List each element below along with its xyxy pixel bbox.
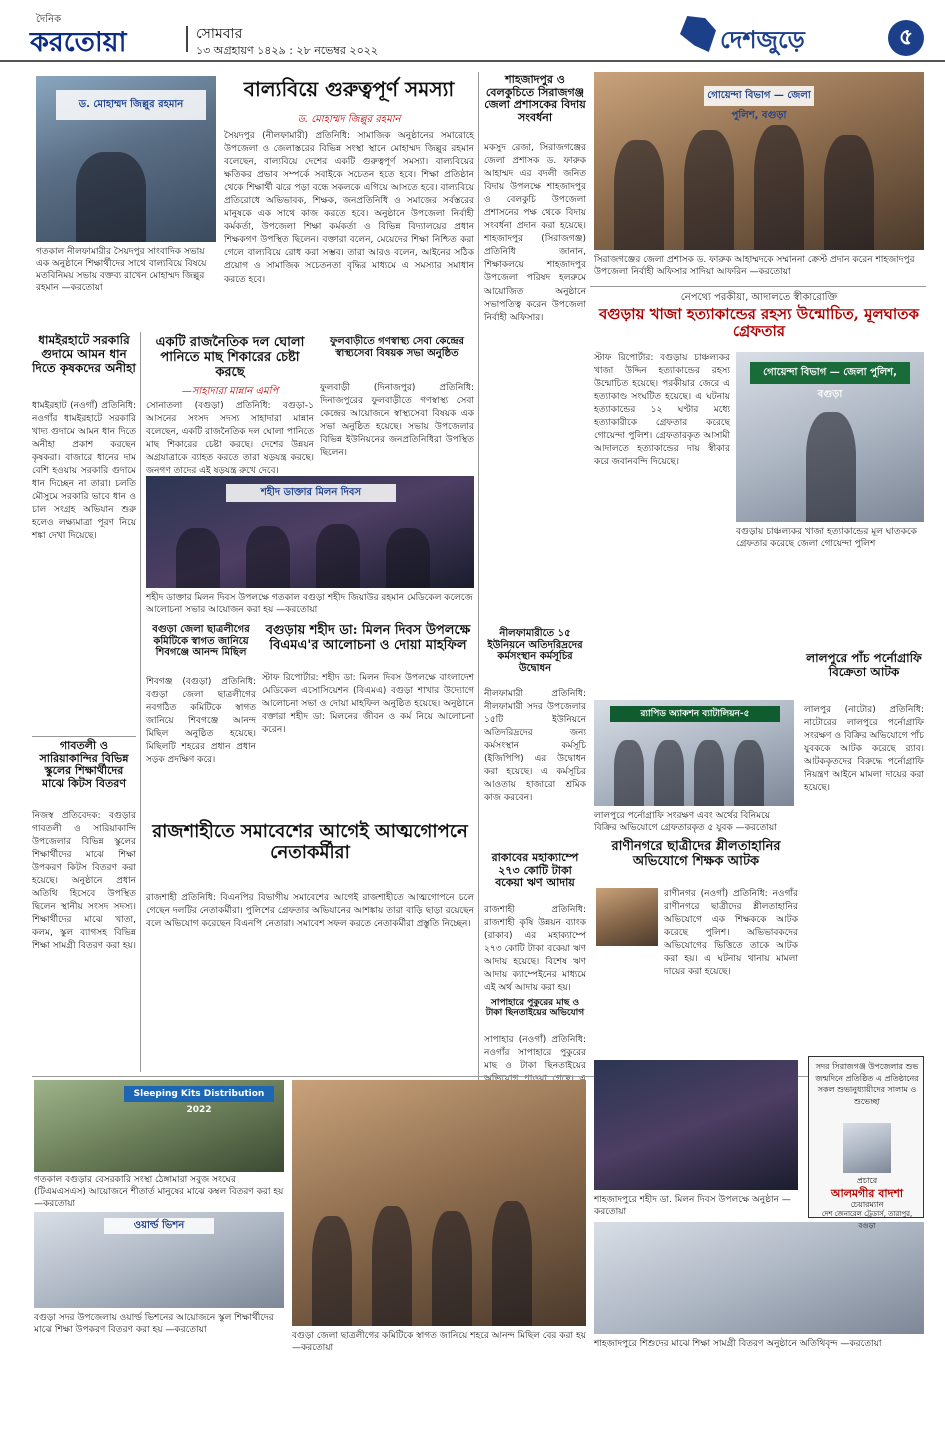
lead-photo xyxy=(36,76,216,242)
blanket-photo-banner: Sleeping Kits Distribution 2022 xyxy=(124,1086,274,1102)
lead-headline: বাল্যবিয়ে গুরুত্বপূর্ণ সমস্যা xyxy=(243,77,455,101)
pornography-headline: লালপুরে পাঁচ পর্নোগ্রাফি বিক্রেতা আটক xyxy=(806,651,922,679)
marcher-figure xyxy=(492,1201,532,1326)
farewell-caption: সিরাজগঞ্জের জেলা প্রশাসক ড. ফারুক আহাম্মদকে সম্মাননা ক্রেস্ট প্রদান করেন শাহজাদপুর উপজেলা নির্বাহী অফিসার সাদিয়া আফরিন —করতোয়া xyxy=(594,255,915,278)
person-figure xyxy=(684,130,734,250)
bma-headline: বগুড়ায় শহীদ ডা: মিলন দিবস উপলক্ষে বিএমএ'র আলোচনা ও দোয়া মাহফিল xyxy=(265,623,471,653)
ad-title: চেয়ারম্যান xyxy=(850,1200,884,1209)
fish-theft-headline: সাপাহারে পুকুরের মাছ ও টাকা ছিনতাইয়ের অভিযোগ xyxy=(485,998,585,1019)
procession-photo xyxy=(292,1080,586,1326)
rajshahi-headline: রাজশাহীতে সমাবেশের আগেই আত্মগোপনে নেতাকর্মীরা xyxy=(152,821,468,863)
politics-byline: —সাহাদারা মান্নান এমপি xyxy=(181,386,279,397)
panelist-figure xyxy=(246,526,290,588)
person-figure xyxy=(754,125,804,250)
paddy-headline: ধামইরহাটে সরকারি গুদামে আমন ধান দিতে কৃষকদের অনীহা xyxy=(32,333,136,375)
marcher-figure xyxy=(312,1216,352,1326)
kits-body: নিজস্ব প্রতিবেদক: বগুড়ার গাবতলী ও সারিয়াকান্দি উপজেলার বিভিন্ন স্কুলের শিক্ষার্থীদের মাঝে শিক্ষা উপকরণ কিটস বিতরণ করা হয়েছে। অনুষ্ঠানে প্রধান অতিথি হিসেবে উপস্থিত ছিলেন স্থানীয় সংসদ সদস্য। শিক্ষার্থীদের মাঝে খাতা, কলম, স্কুল ব্যাগসহ বিভিন্ন শিক্ষা সামগ্রী বিতরণ করা হয়। xyxy=(32,811,136,952)
accused-figure xyxy=(614,740,644,806)
ad-message: সদর সিরাজগঞ্জ উপজেলার শুভ জন্মদিনে প্রতিষ্ঠিত এ প্রতিষ্ঠানের সকল শুভানুধ্যায়ীদের সালাম ও শুভেচ্ছা xyxy=(815,1062,919,1106)
pornography-body: লালপুর (নাটোর) প্রতিনিধি: নাটোরের লালপুরে পর্নোগ্রাফি সংরক্ষণ ও বিক্রির অভিযোগে পাঁচ যুবককে আটক করেছে র‍্যাব। আটককৃতদের বিরুদ্ধে পর্নোগ্রাফি নিয়ন্ত্রণ আইনে মামলা দায়ের করা হয়েছে। xyxy=(804,705,924,794)
logo-small-text: দৈনিক xyxy=(36,14,62,25)
children-photo xyxy=(594,1222,924,1334)
column-rule xyxy=(140,332,141,1072)
raninagar-headline: রাণীনগরে ছাত্রীদের শ্লীলতাহানির অভিযোগে শিক্ষক আটক xyxy=(611,839,781,869)
murder-kicker: নেপথ্যে পরকীয়া, আদালতে স্বীকারোক্তি xyxy=(680,292,838,303)
blanket-caption: গতকাল বগুড়ার বেসরকারি সংস্থা ঠেঙ্গামারা সবুজ সংঘের (টিএমএসএস) আয়োজনে শীতার্ত মানুষের মাঝে কম্বল বিতরণ করা হয় —করতোয়া xyxy=(34,1175,284,1210)
top-mid-headline: শাহজাদপুর ও বেলকুচিতে সিরাজগঞ্জ জেলা প্রশাসকের বিদায় সংবর্ধনা xyxy=(484,73,586,124)
bangladesh-map-icon xyxy=(680,16,716,52)
bma-body: স্টাফ রিপোর্টার: শহীদ ডা: মিলন দিবস উপলক্ষে বাংলাদেশ মেডিকেল এসোসিয়েশন (বিএমএ) বগুড়া শাখার উদ্যোগে আলোচনা সভা ও দোয়া মাহফিল অনুষ্ঠিত হয়েছে। অনুষ্ঠানে বক্তারা শহীদ ডা: মিলনের জীবন ও কর্ম নিয়ে আলোচনা করেন। xyxy=(262,673,474,736)
accused-figure xyxy=(654,740,684,806)
health-body: ফুলবাড়ী (দিনাজপুর) প্রতিনিধি: দিনাজপুরের ফুলবাড়ীতে গণস্বাস্থ্য সেবা কেন্দ্রের আয়োজনে স্বাস্থ্যসেবা বিষয়ক এক সভা অনুষ্ঠিত হয়েছে। সভায় উপজেলার বিভিন্ন ইউনিয়নের জনপ্রতিনিধিরা উপস্থিত ছিলেন। xyxy=(320,383,474,459)
accused-figure xyxy=(806,412,856,522)
section-title: দেশজুড়ে xyxy=(720,26,805,54)
rab-photo-banner: র‍্যাপিড অ্যাকশন ব্যাটালিয়ন-৫ xyxy=(610,706,780,722)
murder-headline: বগুড়ায় খাজা হত্যাকান্ডের রহস্য উন্মোচিত, মূলঘাতক গ্রেফতার xyxy=(598,305,920,341)
masthead-date: ১৩ অগ্রহায়ণ ১৪২৯ : ২৮ নভেম্বর ২০২২ xyxy=(196,44,379,57)
lead-byline: ড. মোহাম্মদ জিল্লুর রহমান xyxy=(297,114,401,125)
ad-name: আলমগীর বাদশা xyxy=(830,1187,904,1200)
kits-headline: গাবতলী ও সারিয়াকান্দির বিভিন্ন স্কুলের শিক্ষার্থীদের মাঝে কিটস বিতরণ xyxy=(39,739,129,790)
speaker-figure xyxy=(76,152,146,242)
farewell-photo-banner: গোয়েন্দা বিভাগ — জেলা পুলিশ, বগুড়া xyxy=(704,86,814,106)
ad-address: দেশ জেনারেল ট্রেডার্স, তারাপুর, বগুড়া xyxy=(821,1210,913,1230)
person-figure xyxy=(824,135,874,250)
event-photo xyxy=(594,1060,798,1190)
chhatraleague-body: শিবগঞ্জ (বগুড়া) প্রতিনিধি: বগুড়া জেলা ছাত্রলীগের নবগঠিত কমিটিকে স্বাগত জানিয়ে শিবগঞ্জে আনন্দ মিছিল অনুষ্ঠিত হয়েছে। মিছিলটি শহরের প্রধান প্রধান সড়ক প্রদক্ষিণ করে। xyxy=(146,677,256,766)
masthead-day: সোমবার xyxy=(196,26,243,42)
politics-body: সোনাতলা (বগুড়া) প্রতিনিধি: বগুড়া-১ আসনের সংসদ সদস্য সাহাদারা মান্নান বলেছেন, একটি রাজনৈতিক দল ঘোলা পানিতে মাছ শিকারের চেষ্টা করছে। দেশের উন্নয়ন অগ্রযাত্রাকে ব্যাহত করতে তারা ষড়যন্ত্র করছে। জনগণ তাদের এই ষড়যন্ত্র রুখে দেবে। xyxy=(146,401,314,477)
teacher-photo xyxy=(596,888,658,946)
chhatraleague-headline: বগুড়া জেলা ছাত্রলীগের কমিটিকে স্বাগত জানিয়ে শিবগঞ্জে আনন্দ মিছিল xyxy=(152,624,250,658)
masthead xyxy=(0,0,945,62)
fish-theft-body: সাপাহার (নওগাঁ) প্রতিনিধি: নওগাঁর সাপাহারে পুকুরের মাছ ও টাকা ছিনতাইয়ের xyxy=(484,1035,586,1072)
ad-portrait xyxy=(843,1123,891,1173)
procession-caption: বগুড়া জেলা ছাত্রলীগের কমিটিকে স্বাগত জানিয়ে শহরে আনন্দ মিছিল বের করা হয় —করতোয়া xyxy=(292,1331,586,1354)
rab-caption: লালপুরে পর্নোগ্রাফি সংরক্ষণ এবং অর্থের বিনিময়ে বিক্রির অভিযোগে গ্রেফতারকৃত ৫ যুবক —করতোয়া xyxy=(594,811,777,834)
rakab-headline: রাকাবের মহাক্যাম্পে ২৭৩ কোটি টাকা বকেয়া ঋণ আদায় xyxy=(491,851,579,890)
seminar-photo-banner: শহীদ ডাক্তার মিলন দিবস xyxy=(226,484,396,502)
column-rule xyxy=(478,72,479,1082)
section-rule xyxy=(32,736,136,737)
police-photo-banner: গোয়েন্দা বিভাগ — জেলা পুলিশ, বগুড়া xyxy=(750,362,910,384)
accused-figure xyxy=(694,740,724,806)
nilphamari-body: নীলফামারী প্রতিনিধি: নীলফামারী সদর উপজেলার ১৫টি ইউনিয়নে অতিদরিদ্রদের জন্য কর্মসংস্থান কর্মসূচি (ইজিপিপি) এর উদ্বোধন করা হয়েছে। এ কর্মসূচির আওতায় হাজারো শ্রমিক কাজ করবেন। xyxy=(484,689,586,804)
nilphamari-headline: নীলফামারীতে ১৫ ইউনিয়নে অতিদরিদ্রদের কর্মসংস্থান কর্মসূচির উদ্বোধন xyxy=(487,628,583,674)
blanket-photo xyxy=(34,1080,284,1172)
rakab-body: রাজশাহী প্রতিনিধি: রাজশাহী কৃষি উন্নয়ন ব্যাংক (রাকাব) এর মহাক্যাম্পে ২৭৩ কোটি টাকা বকেয়া ঋণ আদায় হয়েছে। বিশেষ ঋণ আদায় ক্যাম্পেইনের মাধ্যমে এই অর্থ আদায় করা হয়। xyxy=(484,905,586,994)
police-photo xyxy=(736,352,924,522)
greeting-advertisement xyxy=(808,1056,924,1230)
raninagar-body: রাণীনগর (নওগাঁ) প্রতিনিধি: নওগাঁর রাণীনগরে ছাত্রীদের শ্লীলতাহানির অভিযোগে এক শিক্ষককে আটক করেছে পুলিশ। অভিভাবকদের অভিযোগের ভিত্তিতে তাকে আটক করা হয়। এ ঘটনায় থানায় মামলা দায়ের করা হয়েছে। xyxy=(664,889,798,978)
health-headline: ফুলবাড়ীতে গণস্বাস্থ্য সেবা কেন্দ্রের স্বাস্থ্যসেবা বিষয়ক সভা অনুষ্ঠিত xyxy=(329,336,465,359)
accused-figure xyxy=(734,740,764,806)
worldvision-banner: ওয়ার্ল্ড ভিশন xyxy=(104,1218,214,1234)
marcher-figure xyxy=(372,1206,412,1326)
section-rule xyxy=(590,286,926,287)
lead-body: সৈয়দপুর (নীলফামারী) প্রতিনিধি: সামাজিক অনুষ্ঠানের সমারোহে উপজেলা ও জেলাস্তরের বিভিন্ন সংস্থা স্থানে মোহাম্মদ জিল্লুর রহমান বলেছেন, বাল্যবিয়ে দেশের একটি গুরুত্বপূর্ণ সমস্যা। বাল্যবিয়ের ক্ষতিকর প্রভাব সম্পর্কে সবাইকে সচেতন হতে হবে। শিক্ষা প্রতিষ্ঠান থেকে শিক্ষার্থী ঝরে পড়া বন্ধে সকলকে এগিয়ে আসতে হবে। বাল্যবিয়ে প্রতিরোধে অভিভাবক, শিক্ষক, জনপ্রতিনিধি ও সমাজের সর্বস্তরের মানুষকে এক সাথে কাজ করতে হবে। অনুষ্ঠানে উপজেলা নির্বাহী কর্মকর্তা, উপজেলা শিক্ষা কর্মকর্তা ও বিভিন্ন বিদ্যালয়ের প্রধান শিক্ষকগণ উপস্থিত ছিলেন। বক্তারা বলেন, মেয়েদের শিক্ষা নিশ্চিত করা গেলে বাল্যবিয়ে রোধ করা সম্ভব। তারা আরও বলেন, আইনের সঠিক প্রয়োগ ও সামাজিক সচেতনতা বৃদ্ধির মাধ্যমে এ সমস্যার সমাধান করতে হবে। xyxy=(224,131,474,285)
police-photo-caption: বগুড়ায় চাঞ্চল্যকর খাজা হত্যাকান্ডের মূল ঘাতককে গ্রেফতার করেছে জেলা গোয়েন্দা পুলিশ xyxy=(736,527,917,550)
event-caption: শাহজাদপুরে শহীদ ডা. মিলন দিবস উপলক্ষে অনুষ্ঠান —করতোয়া xyxy=(594,1195,791,1218)
lead-photo-caption: গতকাল নীলফামারীর সৈয়দপুর সাংবাদিক সভায় এক অনুষ্ঠানে শিক্ষার্থীদের সাথে বাল্যবিয়ে বিষয়ে মতবিনিময় সভায় বক্তব্য রাখেন মোহাম্মদ জিল্লুর রহমান —করতোয়া xyxy=(36,247,207,294)
panelist-figure xyxy=(176,528,220,588)
politics-headline: একটি রাজনৈতিক দল ঘোলা পানিতে মাছ শিকারের চেষ্টা করছে xyxy=(155,335,305,380)
lead-photo-banner: ড. মোহাম্মদ জিল্লুর রহমান xyxy=(56,90,206,120)
panelist-figure xyxy=(386,528,430,588)
seminar-caption: শহীদ ডাক্তার মিলন দিবস উপলক্ষে গতকাল বগুড়া শহীদ জিয়াউর রহমান মেডিকেল কলেজে আলোচনা সভার আয়োজন করা হয় —করতোয়া xyxy=(146,593,473,616)
rajshahi-body: রাজশাহী প্রতিনিধি: বিএনপির বিভাগীয় সমাবেশের আগেই রাজশাহীতে আত্মগোপনে চলে গেছেন দলটির নেতাকর্মীরা। পুলিশের গ্রেফতার অভিযানের আশঙ্কায় তারা বাড়ি ছাড়া রয়েছেন বলে অভিযোগ করেছেন বিএনপি নেতারা। সমাবেশ সফল করতে নেতাকর্মীরা প্রস্তুতি নিচ্ছেন। xyxy=(146,893,474,930)
ad-by-label: প্রচারে xyxy=(856,1176,878,1185)
masthead-divider xyxy=(186,26,188,52)
newspaper-logo: করতোয়া xyxy=(30,27,127,58)
worldvision-photo xyxy=(34,1212,284,1308)
paddy-body: ধামইরহাট (নওগাঁ) প্রতিনিধি: নওগাঁর ধামইরহাটে সরকারি খাদ্য গুদামে আমন ধান দিতে অনীহা প্রকাশ করছেন কৃষকরা। বাজারে ধানের দাম বেশি হওয়ায় সরকারি গুদামে ধান দিচ্ছেন না তারা। চলতি মৌসুমে সরকারি ভাবে ধান ও চাল সংগ্রহ অভিযান শুরু হলেও লক্ষ্যমাত্রা পূরণ নিয়ে শঙ্কা দেখা দিয়েছে। xyxy=(32,401,136,542)
farewell-photo xyxy=(594,72,924,250)
top-mid-body: মকসুদ রেজা, সিরাজগঞ্জের জেলা প্রশাসক ড. ফারুক আহাম্মদ এর বদলী জনিত বিদায় উপলক্ষে শাহজাদপুর ও বেলকুচি উপজেলা প্রশাসনের পক্ষ থেকে বিদায় সংবর্ধনা প্রদান করা হয়েছে। শাহজাদপুর (সিরাজগঞ্জ) প্রতিনিধি জানান, শিক্ষাকলয়ে শাহজাদপুর উপজেলা পরিষদ হলরুমে আয়োজিত অনুষ্ঠানে সভাপতিত্ব করেন উপজেলা নির্বাহী অফিসার। xyxy=(484,143,586,323)
person-figure xyxy=(614,140,664,250)
worldvision-caption: বগুড়া সদর উপজেলায় ওয়ার্ল্ড ভিশনের আয়োজনে স্কুল শিক্ষার্থীদের মাঝে শিক্ষা উপকরণ বিতরণ করা হয় —করতোয়া xyxy=(34,1313,274,1336)
seminar-photo xyxy=(146,476,474,588)
page-number-badge: ৫ xyxy=(888,20,924,56)
marcher-figure xyxy=(432,1211,472,1326)
rab-photo xyxy=(594,700,794,806)
children-caption: শাহজাদপুরে শিশুদের মাঝে শিক্ষা সামগ্রী বিতরণ অনুষ্ঠানে অতিথিবৃন্দ —করতোয়া xyxy=(594,1339,882,1349)
murder-body: স্টাফ রিপোর্টার: বগুড়ায় চাঞ্চল্যকর খাজা উদ্দিন হত্যাকান্ডের রহস্য উন্মোচিত হয়েছে। পরকীয়ার জেরে এ হত্যাকাণ্ড সংঘটিত হয়েছে। এ ঘটনায় হত্যাকান্ডের ১২ ঘণ্টার মধ্যে হত্যাকারীকে গ্রেফতার করেছে গোয়েন্দা পুলিশ। গ্রেফতারকৃত আসামী আদালতে হত্যাকান্ডের দায় স্বীকার করে জবানবন্দি দিয়েছে। xyxy=(594,353,730,468)
panelist-figure xyxy=(316,524,360,588)
